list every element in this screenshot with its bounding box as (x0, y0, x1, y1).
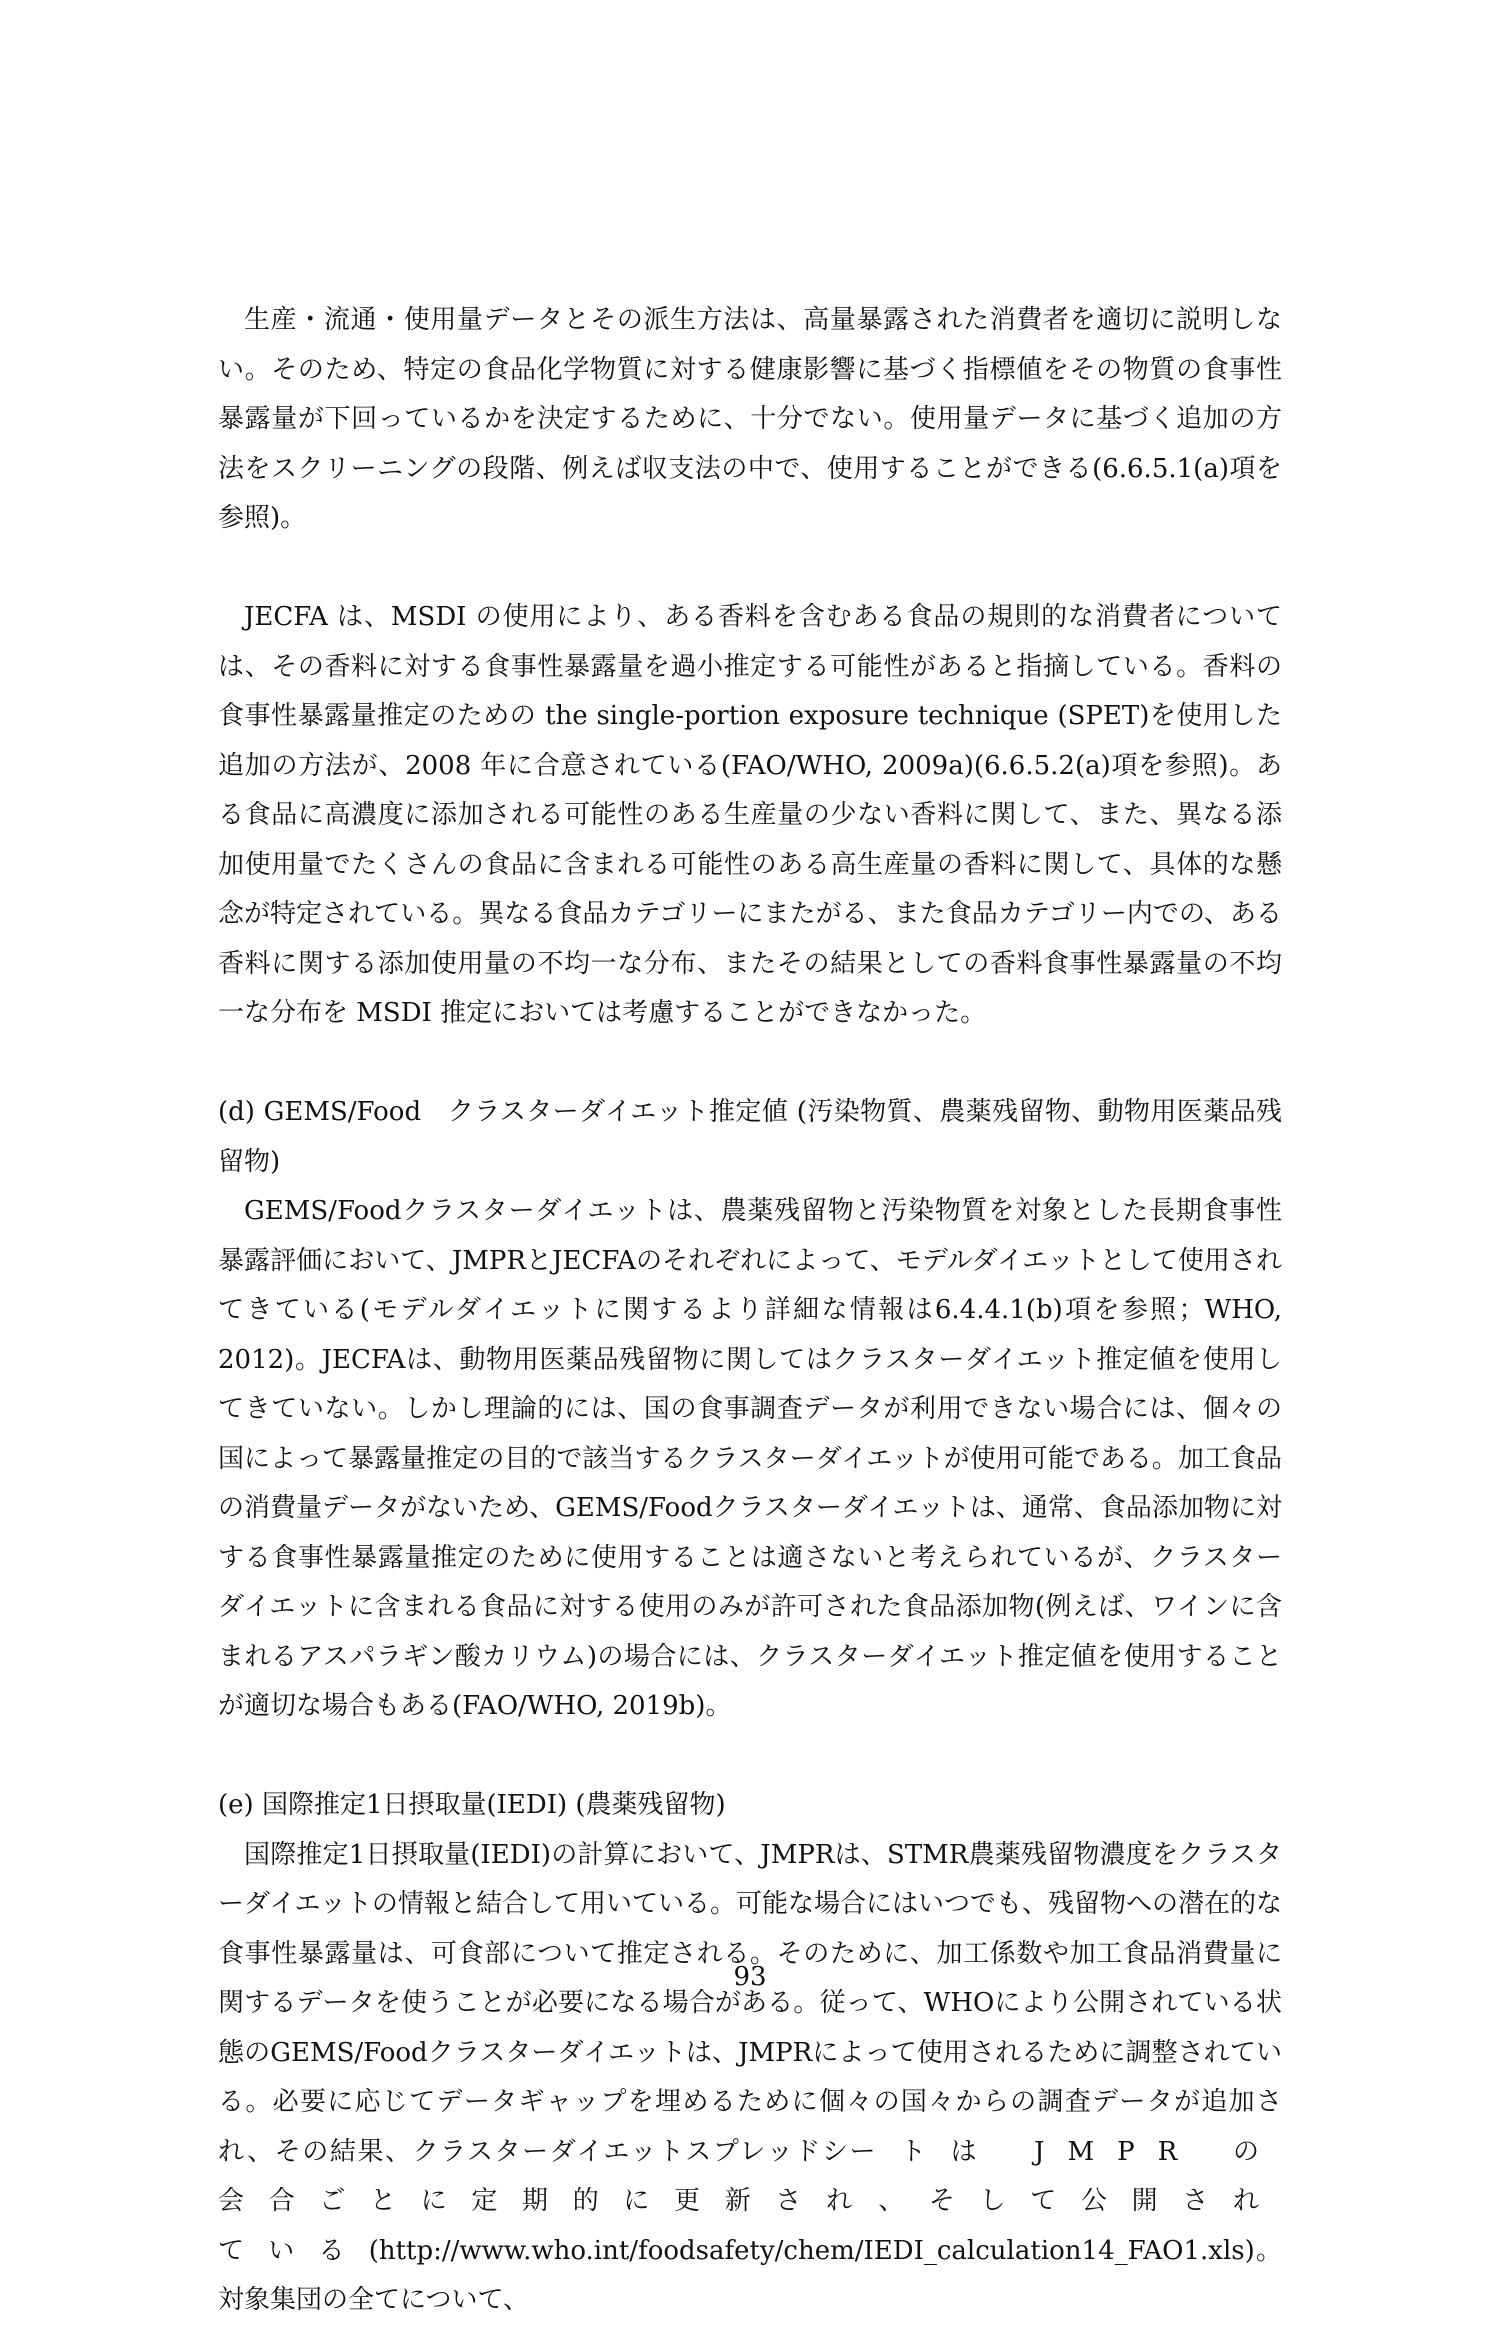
paragraph-iedi (218, 1831, 1282, 2326)
paragraph-jecfa-msdi: JECFA は、MSDI の使用により、ある香料を含むある食品の規則的な消費者については、その香料に対する食事性暴露量を過小推定する可能性があると指摘している。香料の食事性暴露量推定のための the single-portion exposure technique (SPET)を使用した追加の方法が、2008 年に合意されている(FAO/WHO, 2009a)(6.6.5.2(a)項を参照)。ある食品に高濃度に添加される可能性のある生産量の少ない香料に関して、また、異なる添加使用量でたくさんの食品に含まれる可能性のある高生産量の香料に関して、具体的な懸念が特定されている。異なる食品カテゴリーにまたがる、また食品カテゴリー内での、ある香料に関する添加使用量の不均一な分布、またその結果としての香料食事性暴露量の不均一な分布を MSDI 推定においては考慮することができなかった。 (218, 602, 1282, 1028)
paragraph-usage-data: 生産・流通・使用量データとその派生方法は、高量暴露された消費者を適切に説明しない。そのため、特定の食品化学物質に対する健康影響に基づく指標値をその物質の食事性暴露量が下回っているかを決定するために、十分でない。使用量データに基づく追加の方法をスクリーニングの段階、例えば収支法の中で、使用することができる(6.6.5.1(a)項を参照)。 (218, 305, 1282, 533)
section-heading-e: (e) 国際推定1日摂取量(IEDI) (農薬残留物) (218, 1790, 726, 1820)
paragraph-spacer (218, 544, 1282, 594)
paragraph-gems-food: GEMS/Foodクラスターダイエットは、農薬残留物と汚染物質を対象とした長期食事性暴露評価において、JMPRとJECFAのそれぞれによって、モデルダイエットとして使用されてきている(モデルダイエットに関するより詳細な情報は6.4.4.1(b)項を参照；WHO, 2012)。JECFAは、動物用医薬品残留物に関してはクラスターダイエット推定値を使用してきていない。しかし理論的には、国の食事調査データが利用できない場合には、個々の国によって暴露量推定の目的で該当するクラスターダイエットが使用可能である。加工食品の消費量データがないため、GEMS/Foodクラスターダイエットは、通常、食品添加物に対する食事性暴露量推定のために使用することは適さないと考えられているが、クラスターダイエットに含まれる食品に対する使用のみが許可された食品添加物(例えば、ワインに含まれるアスパラギン酸カリウム)の場合には、クラスターダイエット推定値を使用することが適切な場合もある(FAO/WHO, 2019b)。 (218, 1196, 1282, 1721)
paragraph-iedi-url-line: (http://www.who.int/foodsafety/chem/IEDI_calculation14_FAO1.xls)。対象集団の全てについて、 (218, 2235, 1282, 2315)
paragraph-iedi-text: 国際推定1日摂取量(IEDI)の計算において、JMPRは、STMR農薬残留物濃度をクラスターダイエットの情報と結合して用いている。可能な場合にはいつでも、残留物への潜在的な食事性暴露量は、可食部について推定される。そのために、加工係数や加工食品消費量に関するデータを使うことが必要になる場合がある。従って、WHOにより公開されている状態のGEMS/Foodクラスターダイエットは、JMPRによって使用されるために調整されている。必要に応じてデータギャップを埋めるために個々の国々からの調査データが追加され、その結果、クラスターダイエットスプレッドシ (218, 1839, 1282, 2167)
paragraph-spacer (218, 1732, 1282, 1782)
page-body (218, 296, 1282, 2326)
section-heading-d: (d) GEMS/Food クラスターダイエット推定値 (汚染物質、農薬残留物、動物用医薬品残留物) (218, 1097, 1282, 1177)
paragraph-iedi-spaced-line: ートは JMPR の会合ごとに定期的に更新され、そして公開されている (218, 2136, 1282, 2266)
page-number: 93 (733, 1962, 767, 1992)
paragraph-spacer (218, 1039, 1282, 1089)
